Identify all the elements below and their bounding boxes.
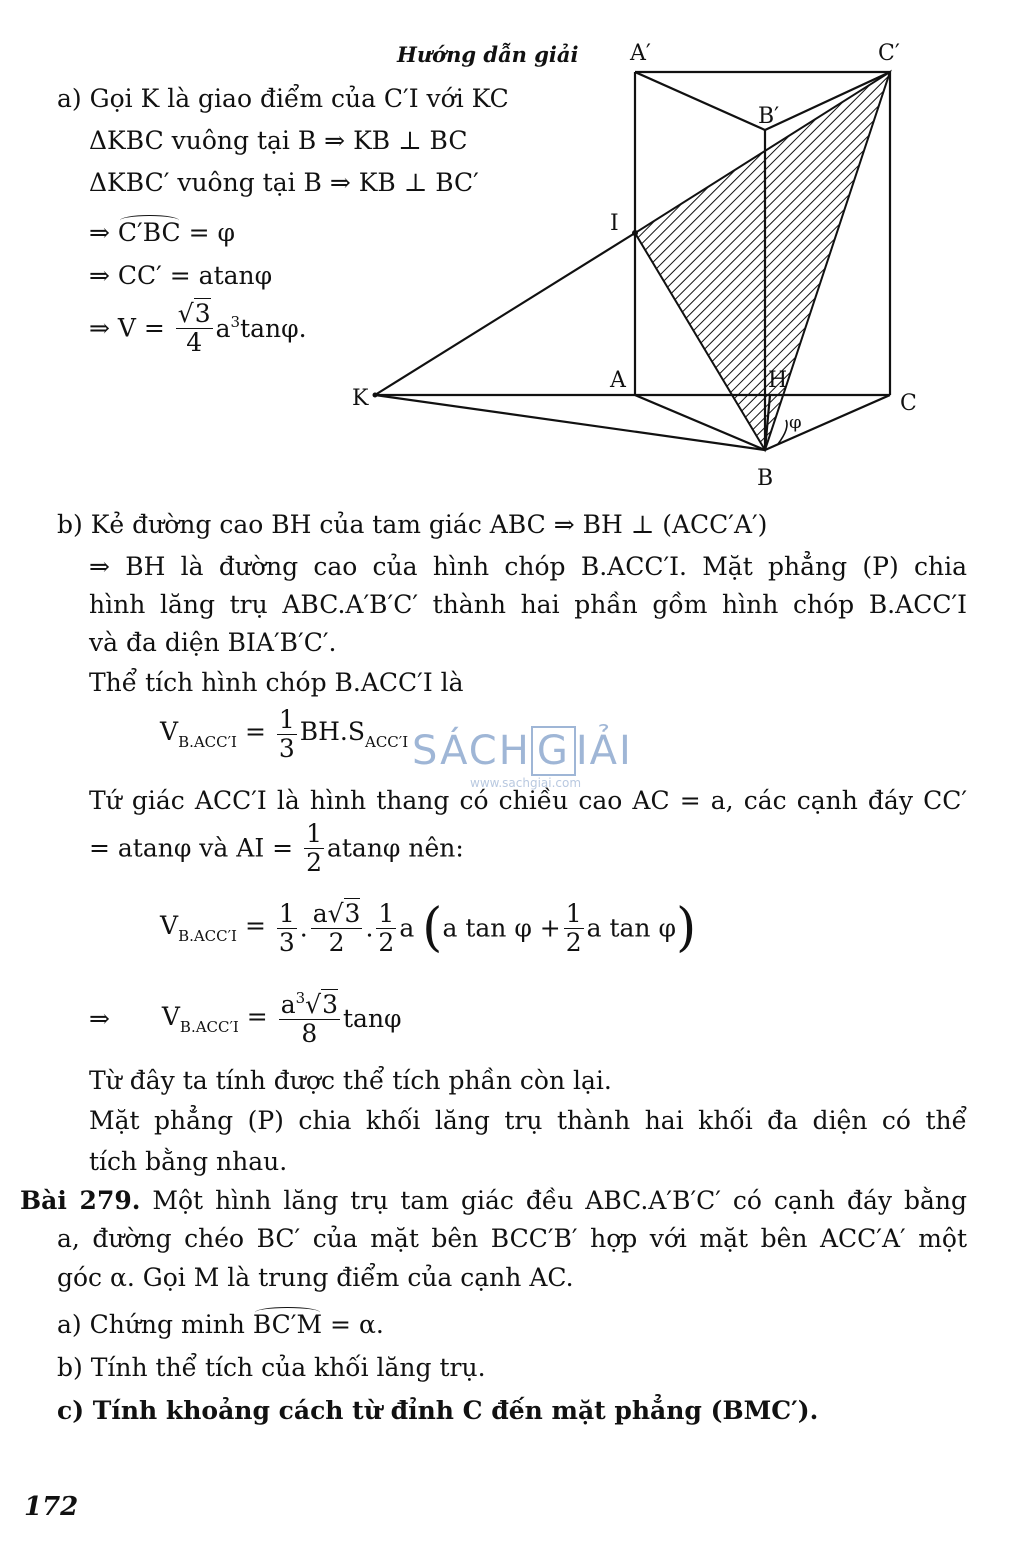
l7-post: atanφ nên: [326,833,464,863]
watermark-c: IẢI [575,728,633,774]
label-h: H [768,368,788,393]
part-b-line4: và đa diện BIA′B′C′. [89,628,337,657]
watermark-b: G [531,726,576,776]
f3-eq: = [246,1001,268,1031]
f3-num-a: a [280,990,296,1019]
label-a-prime: A′ [630,41,651,66]
qa-post: = α. [330,1310,384,1339]
f1-num: 1 [278,705,295,734]
f2-n3: 1 [378,899,395,928]
part-a-line5: ⇒ CC′ = atanφ [89,261,273,290]
f2-d4: 2 [565,927,582,957]
f2-frac3 [376,900,396,956]
l7-frac [304,820,324,876]
bai279-line2: a, đường chéo BC′ của mặt bên BCC′B′ hợp với mặt bên ACC′A′ một [57,1224,967,1253]
angle-cbc: C′BC [117,218,181,247]
bai279-qc: c) Tính khoảng cách từ đỉnh C đến mặt phẳng (BMC′). [57,1396,819,1425]
f2-sub: B.ACC′I [178,927,237,945]
part-a-line4 [89,218,235,247]
bai279-title: Bài 279. [20,1186,141,1215]
edge-a1b1 [635,72,765,130]
f3-num-exp: 3 [295,989,306,1007]
formula-v2: $V_{B.ACC'I}$ = $\frac{1}{3}$ . $\frac{a√3}{2}$ . $\frac{1}{2}$ a (a tan φ + $\frac{1}{2}$ a tan φ) [160,898,697,958]
bai279-line1-text: Một hình lăng trụ tam giác đều ABC.A′B′C′ có cạnh đáy bằng [152,1186,967,1215]
label-b-prime: B′ [758,104,780,129]
part-a-line4-post: = φ [188,218,236,247]
part-b-line5: Thể tích hình chóp B.ACC′I là [89,668,464,697]
part-b-line10: tích bằng nhau. [89,1147,288,1176]
formula-v1 [160,706,408,762]
frac-den: 4 [186,327,203,357]
f2-d3: 2 [378,927,395,957]
f2-a: a [399,913,415,943]
f2-eq: = [244,911,266,940]
part-a-line6-pre: ⇒ V = [89,313,165,343]
f1-den: 3 [278,733,295,763]
bai279-qa [57,1310,384,1339]
fraction-sqrt3-over-4: $\frac{√3}{4}$ [177,299,211,357]
part-a-line6 [89,300,307,356]
f2-n2a: a [312,899,328,928]
part-a-line2: ΔKBC vuông tại B ⇒ KB ⊥ BC [89,126,468,155]
line-ki [375,233,635,395]
f3-frac: $\frac{a^3√3}{8}$ [280,989,338,1048]
f2-in1: a tan φ + [442,913,561,943]
f2-v: V [160,911,179,940]
part-b-line2: ⇒ BH là đường cao của hình chóp B.ACC′I. Mặt phẳng (P) chia [89,552,967,581]
watermark [412,728,633,774]
part-b-line8: Từ đây ta tính được thể tích phần còn lại. [89,1066,612,1095]
l7-pre: = atanφ và AI = [89,833,294,863]
label-k: K [352,386,369,411]
qa-pre: a) Chứng minh [57,1310,245,1339]
f1-v: V [160,717,179,746]
f2-n1: 1 [278,899,295,928]
label-phi: φ [789,412,802,433]
f3-sub: B.ACC′I [179,1017,239,1036]
l7-num: 1 [306,819,322,848]
part-b-line3: hình lăng trụ ABC.A′B′C′ thành hai phần gồm hình chóp B.ACC′I [89,590,967,619]
edge-bc [765,395,890,450]
watermark-url: www.sachgiai.com [470,776,582,790]
label-b: B [757,466,774,491]
f2-d1: 3 [278,927,295,957]
page-number: 172 [24,1492,79,1522]
l7-den: 2 [306,847,322,877]
part-a-line1: a) Gọi K là giao điểm của C′I với KC [57,84,509,113]
tan-phi: tanφ. [240,314,307,343]
f2-n2b: 3 [344,899,361,928]
f3-den: 8 [301,1018,318,1048]
page-header: Hướng dẫn giải [397,42,579,67]
exp-3: 3 [230,313,241,331]
f3-v: V [161,1001,180,1031]
f1-frac [277,706,297,762]
label-i: I [610,211,619,236]
bai279-line3: góc α. Gọi M là trung điểm của cạnh AC. [57,1263,574,1292]
point-k [373,393,378,398]
sqrt3-num: 3 [194,299,211,328]
part-a-line4-pre: ⇒ [89,218,110,247]
angle-bcm: BC′M [252,1310,323,1339]
watermark-a: SÁCH [412,728,531,774]
f3-num-b: 3 [322,990,338,1019]
bai279-qb: b) Tính thể tích của khối lăng trụ. [57,1353,486,1382]
part-b-line6: Tứ giác ACC′I là hình thang có chiều cao AC = a, các cạnh đáy CC′ [89,786,967,815]
f3-post: tanφ [343,1004,402,1033]
f1-rest: BH.S [299,717,365,746]
label-a: A [610,368,626,393]
part-b-line9: Mặt phẳng (P) chia khối lăng trụ thành hai khối đa diện có thể [89,1106,967,1135]
f2-frac4 [564,900,584,956]
f1-sub: B.ACC′I [178,733,237,751]
f1-eq: = [244,717,266,746]
label-c-prime: C′ [878,41,900,66]
f2-frac1 [277,900,297,956]
var-a: a [215,314,231,343]
f3-arrow: ⇒ [89,1004,110,1033]
part-b-line1: b) Kẻ đường cao BH của tam giác ABC ⇒ BH ⊥ (ACC′A′) [57,510,768,539]
f2-n4: 1 [565,899,582,928]
point-i [632,230,638,236]
f1-rest-sub: ACC′I [365,733,409,751]
line-kb [375,395,765,450]
bai279-line1 [20,1186,967,1215]
part-a-line3: ΔKBC′ vuông tại B ⇒ KB ⊥ BC′ [89,168,479,197]
label-c: C [900,391,917,416]
f2-frac2: $\frac{a√3}{2}$ [312,899,361,957]
part-b-line7 [89,820,464,876]
formula-v3 [89,990,402,1047]
f2-d2: 2 [328,927,345,957]
f2-in2: a tan φ [586,913,676,943]
